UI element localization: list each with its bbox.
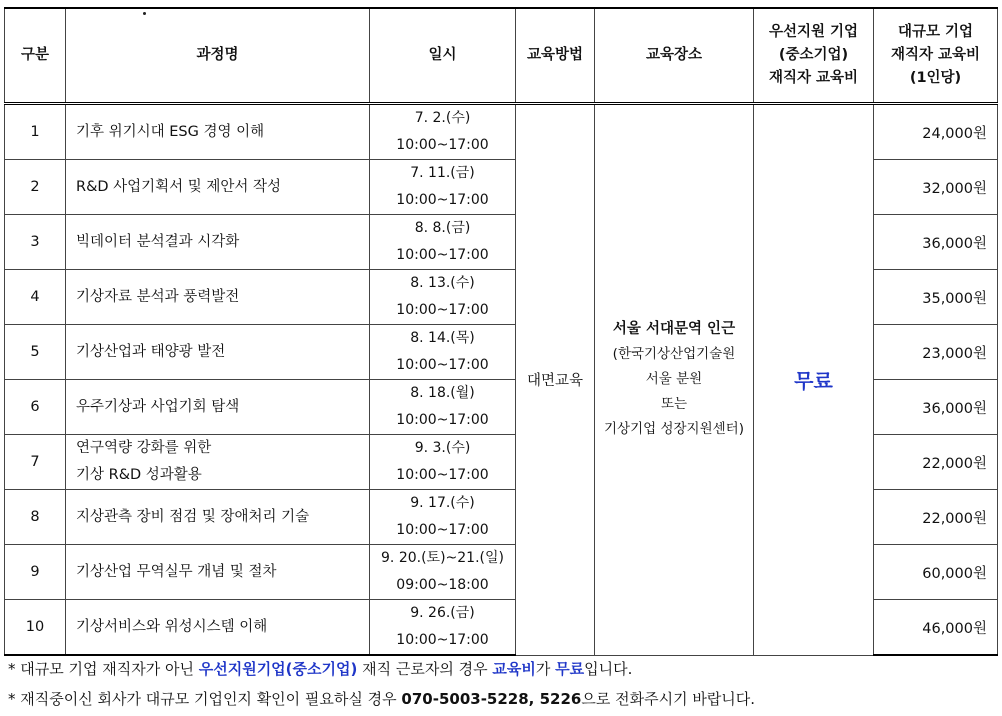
place-detail-line: 서울 분원 bbox=[645, 371, 703, 388]
header-priority-fee-line: 우선지원 기업 bbox=[768, 24, 859, 40]
course-name-line: 기후 위기시대 ESG 경영 이해 bbox=[76, 123, 265, 140]
highlight-text: 무료 bbox=[555, 660, 585, 678]
header-datetime: 일시 bbox=[370, 8, 516, 104]
footnote-text: * 재직중이신 회사가 대규모 기업인지 확인이 필요하실 경우 bbox=[8, 690, 402, 708]
course-time: 10:00~17:00 bbox=[396, 137, 489, 153]
course-time: 10:00~17:00 bbox=[396, 302, 489, 318]
footnote-text: 으로 전화주시기 바랍니다. bbox=[581, 690, 756, 708]
place-detail-line: (한국기상산업기술원 bbox=[612, 346, 736, 363]
large-company-fee: 36,000원 bbox=[874, 215, 998, 270]
large-company-fee: 46,000원 bbox=[874, 600, 998, 656]
course-time: 10:00~17:00 bbox=[396, 247, 489, 263]
course-name bbox=[66, 325, 370, 380]
course-date: 8. 13.(수) bbox=[410, 275, 475, 291]
course-name bbox=[66, 600, 370, 656]
course-time: 10:00~17:00 bbox=[396, 357, 489, 373]
course-datetime bbox=[370, 325, 516, 380]
large-company-fee: 36,000원 bbox=[874, 380, 998, 435]
course-date: 7. 11.(금) bbox=[410, 165, 475, 181]
large-company-fee: 60,000원 bbox=[874, 545, 998, 600]
large-company-fee: 35,000원 bbox=[874, 270, 998, 325]
course-time: 10:00~17:00 bbox=[396, 522, 489, 538]
course-name bbox=[66, 270, 370, 325]
course-name-line: 지상관측 장비 점검 및 장애처리 기술 bbox=[76, 508, 310, 525]
footnote-text: 재직 근로자의 경우 bbox=[357, 660, 493, 678]
course-datetime bbox=[370, 160, 516, 215]
course-date: 9. 17.(수) bbox=[410, 495, 475, 511]
course-datetime bbox=[370, 490, 516, 545]
course-name-line: 우주기상과 사업기회 탐색 bbox=[76, 398, 240, 415]
header-large-fee-line: (1인당) bbox=[909, 70, 962, 86]
header-place: 교육장소 bbox=[595, 8, 754, 104]
course-number: 4 bbox=[5, 270, 66, 325]
course-date: 9. 3.(수) bbox=[414, 440, 471, 456]
header-large-fee bbox=[874, 8, 998, 104]
header-no: 구분 bbox=[5, 8, 66, 104]
table-row bbox=[5, 104, 998, 160]
course-datetime bbox=[370, 270, 516, 325]
large-company-fee: 22,000원 bbox=[874, 490, 998, 545]
course-time: 10:00~17:00 bbox=[396, 632, 489, 648]
phone-number: 070-5003-5228, 5226 bbox=[401, 690, 582, 708]
course-name-line: 기상산업과 태양광 발전 bbox=[76, 343, 226, 360]
place-cell bbox=[595, 104, 754, 656]
course-datetime bbox=[370, 600, 516, 656]
priority-fee-free: 무료 bbox=[754, 104, 874, 656]
course-number: 3 bbox=[5, 215, 66, 270]
course-name bbox=[66, 435, 370, 490]
course-name-line: 빅데이터 분석결과 시각화 bbox=[76, 233, 240, 250]
course-number: 9 bbox=[5, 545, 66, 600]
course-name-line: 기상산업 무역실무 개념 및 절차 bbox=[76, 563, 277, 580]
course-name bbox=[66, 490, 370, 545]
place-detail-line: 기상기업 성장지원센터) bbox=[604, 421, 744, 438]
course-name-line: 기상서비스와 위성시스템 이해 bbox=[76, 618, 268, 635]
header-priority-fee-line: (중소기업) bbox=[778, 47, 849, 63]
large-company-fee: 22,000원 bbox=[874, 435, 998, 490]
course-date: 8. 14.(목) bbox=[410, 330, 475, 346]
large-company-fee: 32,000원 bbox=[874, 160, 998, 215]
course-number: 2 bbox=[5, 160, 66, 215]
header-large-fee-line: 대규모 기업 bbox=[897, 24, 974, 40]
course-name bbox=[66, 160, 370, 215]
place-detail-line: 또는 bbox=[660, 396, 688, 413]
course-time: 10:00~17:00 bbox=[396, 412, 489, 428]
large-company-fee: 24,000원 bbox=[874, 104, 998, 160]
header-row bbox=[5, 8, 998, 104]
course-name-line: 기상자료 분석과 풍력발전 bbox=[76, 288, 240, 305]
footnote-line bbox=[8, 654, 755, 684]
highlight-text: 교육비 bbox=[492, 660, 536, 678]
course-name bbox=[66, 104, 370, 160]
course-name bbox=[66, 215, 370, 270]
course-name bbox=[66, 545, 370, 600]
course-date: 9. 20.(토)~21.(일) bbox=[381, 550, 504, 566]
course-number: 6 bbox=[5, 380, 66, 435]
course-time: 10:00~17:00 bbox=[396, 192, 489, 208]
large-company-fee: 23,000원 bbox=[874, 325, 998, 380]
course-list bbox=[5, 104, 998, 656]
footnote-text: 입니다. bbox=[584, 660, 633, 678]
footnote-line bbox=[8, 684, 755, 714]
course-date: 9. 26.(금) bbox=[410, 605, 475, 621]
course-name bbox=[66, 380, 370, 435]
course-number: 7 bbox=[5, 435, 66, 490]
method-cell: 대면교육 bbox=[516, 104, 595, 656]
course-time: 09:00~18:00 bbox=[396, 577, 489, 593]
course-datetime bbox=[370, 104, 516, 160]
header-priority-fee-line: 재직자 교육비 bbox=[768, 70, 859, 86]
course-datetime bbox=[370, 215, 516, 270]
course-number: 5 bbox=[5, 325, 66, 380]
course-date: 8. 18.(월) bbox=[410, 385, 475, 401]
course-datetime bbox=[370, 435, 516, 490]
course-date: 7. 2.(수) bbox=[414, 110, 471, 126]
highlight-text: 우선지원기업(중소기업) bbox=[198, 660, 358, 678]
course-number: 1 bbox=[5, 104, 66, 160]
footnote-text: * 대규모 기업 재직자가 아닌 bbox=[8, 660, 199, 678]
course-number: 10 bbox=[5, 600, 66, 656]
header-course: 과정명 bbox=[66, 8, 370, 104]
course-name-line: 기상 R&D 성과활용 bbox=[76, 467, 202, 483]
place-main: 서울 서대문역 인근 bbox=[612, 321, 736, 338]
header-large-fee-line: 재직자 교육비 bbox=[890, 47, 981, 63]
course-name-line: 연구역량 강화를 위한 bbox=[76, 440, 212, 456]
header-method: 교육방법 bbox=[516, 8, 595, 104]
course-name-line: R&D 사업기획서 및 제안서 작성 bbox=[76, 178, 282, 195]
course-datetime bbox=[370, 545, 516, 600]
course-date: 8. 8.(금) bbox=[414, 220, 471, 236]
course-datetime bbox=[370, 380, 516, 435]
course-time: 10:00~17:00 bbox=[396, 467, 489, 483]
footnote-text: 가 bbox=[535, 660, 556, 678]
course-number: 8 bbox=[5, 490, 66, 545]
footnotes bbox=[8, 654, 755, 714]
course-schedule-table bbox=[4, 7, 998, 656]
header-priority-fee bbox=[754, 8, 874, 104]
